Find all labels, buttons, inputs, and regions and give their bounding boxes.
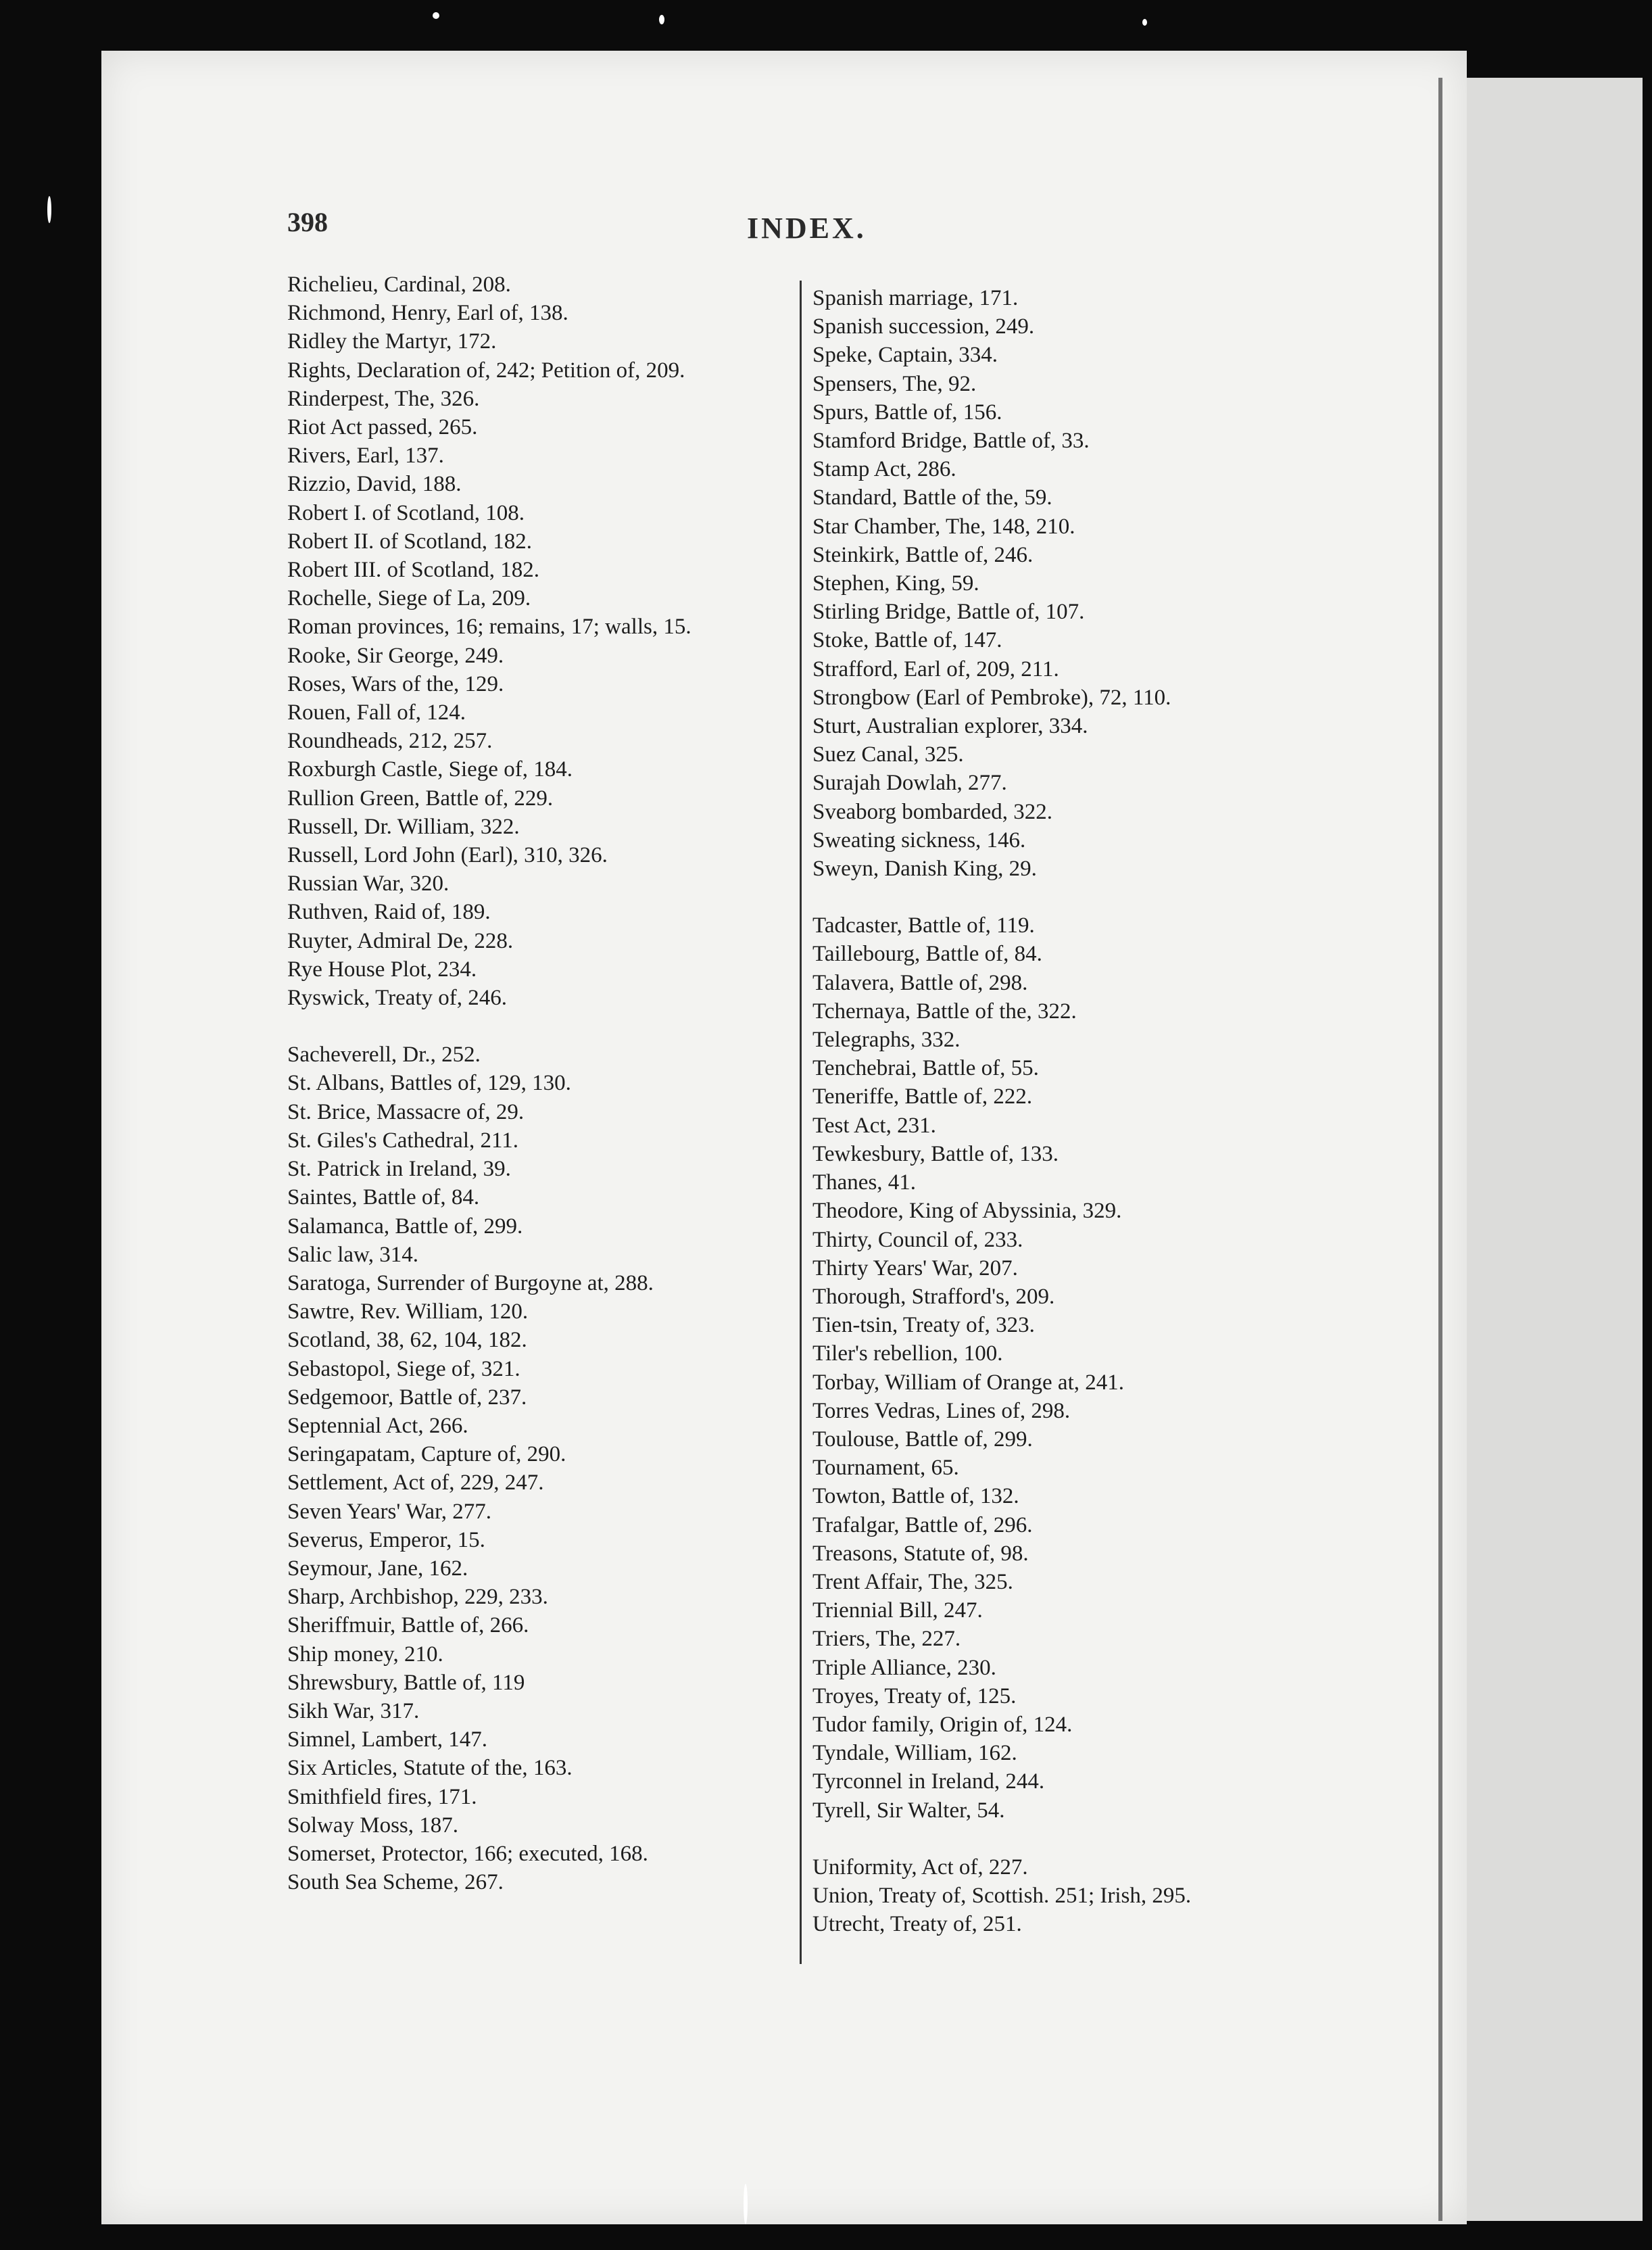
index-entry: Suez Canal, 325. [812, 742, 964, 767]
index-entry: Uniformity, Act of, 227. [812, 1854, 1028, 1880]
index-entry: Towton, Battle of, 132. [812, 1484, 1019, 1509]
index-entry: Troyes, Treaty of, 125. [812, 1683, 1017, 1708]
index-entry: Ridley the Martyr, 172. [287, 329, 497, 354]
index-entry: Sheriffmuir, Battle of, 266. [287, 1613, 529, 1638]
index-entry: Treasons, Statute of, 98. [812, 1541, 1029, 1566]
index-entry: Tyrconnel in Ireland, 244. [812, 1769, 1045, 1794]
book-gutter [1438, 78, 1442, 2221]
index-entry: Stirling Bridge, Battle of, 107. [812, 600, 1085, 625]
film-speck [433, 12, 439, 19]
index-entry: Shrewsbury, Battle of, 119 [287, 1670, 525, 1695]
index-entry: Tyndale, William, 162. [812, 1741, 1017, 1766]
index-entry: Stephen, King, 59. [812, 571, 979, 596]
index-entry: Triple Alliance, 230. [812, 1655, 996, 1680]
film-speck [744, 2184, 748, 2224]
index-entry: South Sea Scheme, 267. [287, 1870, 504, 1895]
index-entry: Seven Years' War, 277. [287, 1499, 491, 1524]
column-divider [800, 281, 802, 1964]
index-entry: Ruyter, Admiral De, 228. [287, 928, 514, 953]
index-entry: Richmond, Henry, Earl of, 138. [287, 301, 568, 326]
index-entry: Sharp, Archbishop, 229, 233. [287, 1585, 548, 1610]
page-title: INDEX. [747, 212, 867, 245]
index-entry: St. Albans, Battles of, 129, 130. [287, 1071, 571, 1096]
index-entry: Russell, Lord John (Earl), 310, 326. [287, 843, 608, 868]
index-entry: Toulouse, Battle of, 299. [812, 1427, 1033, 1452]
index-entry: Roxburgh Castle, Siege of, 184. [287, 757, 573, 782]
index-entry: Thorough, Strafford's, 209. [812, 1284, 1055, 1309]
index-entry: Steinkirk, Battle of, 246. [812, 542, 1034, 567]
index-entry: Salamanca, Battle of, 299. [287, 1214, 523, 1239]
index-entry: Saintes, Battle of, 84. [287, 1185, 480, 1210]
index-entry: Utrecht, Treaty of, 251. [812, 1912, 1022, 1937]
index-entry: Settlement, Act of, 229, 247. [287, 1470, 544, 1495]
index-entry: Spanish marriage, 171. [812, 286, 1019, 310]
index-entry: Rochelle, Siege of La, 209. [287, 586, 531, 611]
index-entry: Theodore, King of Abyssinia, 329. [812, 1199, 1122, 1224]
index-entry: Thirty, Council of, 233. [812, 1227, 1023, 1252]
index-entry: Robert II. of Scotland, 182. [287, 529, 533, 554]
index-entry: Rinderpest, The, 326. [287, 386, 480, 411]
letter-section-gap [287, 1012, 801, 1040]
index-entry: Somerset, Protector, 166; executed, 168. [287, 1841, 648, 1866]
index-entry: Tudor family, Origin of, 124. [812, 1712, 1073, 1737]
letter-section-gap [812, 1825, 1299, 1853]
index-entry: Thanes, 41. [812, 1170, 917, 1195]
index-entry: Rooke, Sir George, 249. [287, 643, 504, 668]
index-entry: Roman provinces, 16; remains, 17; walls, 15. [287, 615, 691, 640]
index-entry: Sawtre, Rev. William, 120. [287, 1299, 529, 1324]
index-entry: Torres Vedras, Lines of, 298. [812, 1398, 1071, 1423]
index-entry: Telegraphs, 332. [812, 1028, 961, 1053]
index-entry: Robert III. of Scotland, 182. [287, 558, 540, 583]
index-entry: Triers, The, 227. [812, 1627, 961, 1652]
index-entry: Stamford Bridge, Battle of, 33. [812, 429, 1090, 454]
index-entry: Rights, Declaration of, 242; Petition of, 209. [287, 358, 685, 383]
index-entry: Russian War, 320. [287, 871, 450, 896]
index-entry: Septennial Act, 266. [287, 1413, 468, 1438]
index-entry: Sebastopol, Siege of, 321. [287, 1356, 520, 1381]
index-entry: Scotland, 38, 62, 104, 182. [287, 1328, 527, 1353]
index-entry: Spurs, Battle of, 156. [812, 400, 1002, 425]
index-entry: Seymour, Jane, 162. [287, 1556, 468, 1581]
index-entry: Riot Act passed, 265. [287, 415, 478, 440]
letter-section-gap [812, 883, 1299, 911]
index-entry: Sveaborg bombarded, 322. [812, 799, 1052, 824]
index-entry: Sedgemoor, Battle of, 237. [287, 1385, 527, 1410]
index-entry: Seringapatam, Capture of, 290. [287, 1442, 566, 1467]
index-entry: Roses, Wars of the, 129. [287, 671, 504, 696]
index-entry: Taillebourg, Battle of, 84. [812, 942, 1042, 967]
index-entry: Sweating sickness, 146. [812, 828, 1026, 853]
index-entry: Salic law, 314. [287, 1242, 418, 1267]
index-column-right [812, 284, 1299, 1938]
index-entry: St. Brice, Massacre of, 29. [287, 1099, 525, 1124]
index-entry: Star Chamber, The, 148, 210. [812, 514, 1075, 539]
index-entry: Strongbow (Earl of Pembroke), 72, 110. [812, 685, 1171, 710]
index-entry: Roundheads, 212, 257. [287, 729, 493, 754]
index-entry: Strafford, Earl of, 209, 211. [812, 656, 1059, 681]
index-entry: Spensers, The, 92. [812, 371, 977, 396]
page-number: 398 [287, 207, 328, 237]
film-speck [1142, 19, 1147, 26]
index-entry: Tien-tsin, Treaty of, 323. [812, 1313, 1035, 1338]
index-entry: Robert I. of Scotland, 108. [287, 500, 525, 525]
index-entry: Tadcaster, Battle of, 119. [812, 913, 1035, 938]
index-entry: Sturt, Australian explorer, 334. [812, 714, 1088, 739]
film-speck [47, 196, 51, 223]
index-entry: Sweyn, Danish King, 29. [812, 857, 1037, 882]
index-entry: Talavera, Battle of, 298. [812, 970, 1028, 995]
index-entry: Ryswick, Treaty of, 246. [287, 986, 508, 1011]
index-entry: Rouen, Fall of, 124. [287, 700, 466, 725]
index-entry: Torbay, William of Orange at, 241. [812, 1370, 1124, 1395]
index-entry: Smithfield fires, 171. [287, 1784, 477, 1809]
index-entry: Ship money, 210. [287, 1642, 443, 1667]
index-entry: Tiler's rebellion, 100. [812, 1341, 1003, 1366]
index-entry: Teneriffe, Battle of, 222. [812, 1084, 1033, 1109]
index-entry: Sacheverell, Dr., 252. [287, 1043, 481, 1068]
index-entry: Russell, Dr. William, 322. [287, 814, 520, 839]
index-entry: St. Patrick in Ireland, 39. [287, 1157, 511, 1182]
index-entry: Richelieu, Cardinal, 208. [287, 272, 511, 297]
index-entry: Thirty Years' War, 207. [812, 1255, 1018, 1280]
index-entry: Standard, Battle of the, 59. [812, 485, 1052, 510]
index-entry: Triennial Bill, 247. [812, 1598, 983, 1623]
index-entry: Simnel, Lambert, 147. [287, 1727, 488, 1752]
index-entry: Rizzio, David, 188. [287, 472, 462, 497]
index-entry: Tournament, 65. [812, 1456, 959, 1481]
index-entry: Trent Affair, The, 325. [812, 1569, 1013, 1594]
index-entry: Union, Treaty of, Scottish. 251; Irish, 295. [812, 1883, 1192, 1908]
index-entry: Sikh War, 317. [287, 1698, 420, 1723]
index-entry: St. Giles's Cathedral, 211. [287, 1128, 519, 1153]
film-speck [659, 15, 664, 24]
index-entry: Tchernaya, Battle of the, 322. [812, 999, 1077, 1024]
index-entry: Ruthven, Raid of, 189. [287, 900, 491, 925]
facing-page-edge [1440, 78, 1643, 2221]
index-entry: Spanish succession, 249. [812, 314, 1035, 339]
index-entry: Tenchebrai, Battle of, 55. [812, 1056, 1039, 1081]
index-entry: Speke, Captain, 334. [812, 343, 998, 368]
index-entry: Rullion Green, Battle of, 229. [287, 786, 554, 811]
index-column-left [287, 270, 801, 1896]
index-entry: Saratoga, Surrender of Burgoyne at, 288. [287, 1270, 654, 1295]
index-entry: Six Articles, Statute of the, 163. [287, 1756, 573, 1781]
index-entry: Test Act, 231. [812, 1113, 936, 1138]
index-entry: Solway Moss, 187. [287, 1813, 459, 1838]
index-entry: Trafalgar, Battle of, 296. [812, 1512, 1033, 1537]
index-entry: Severus, Emperor, 15. [287, 1527, 485, 1552]
index-entry: Surajah Dowlah, 277. [812, 771, 1007, 796]
index-entry: Stamp Act, 286. [812, 457, 956, 482]
index-entry: Rivers, Earl, 137. [287, 444, 444, 469]
index-entry: Stoke, Battle of, 147. [812, 628, 1002, 653]
index-entry: Rye House Plot, 234. [287, 957, 477, 982]
index-entry: Tewkesbury, Battle of, 133. [812, 1141, 1059, 1166]
index-entry: Tyrell, Sir Walter, 54. [812, 1798, 1005, 1823]
